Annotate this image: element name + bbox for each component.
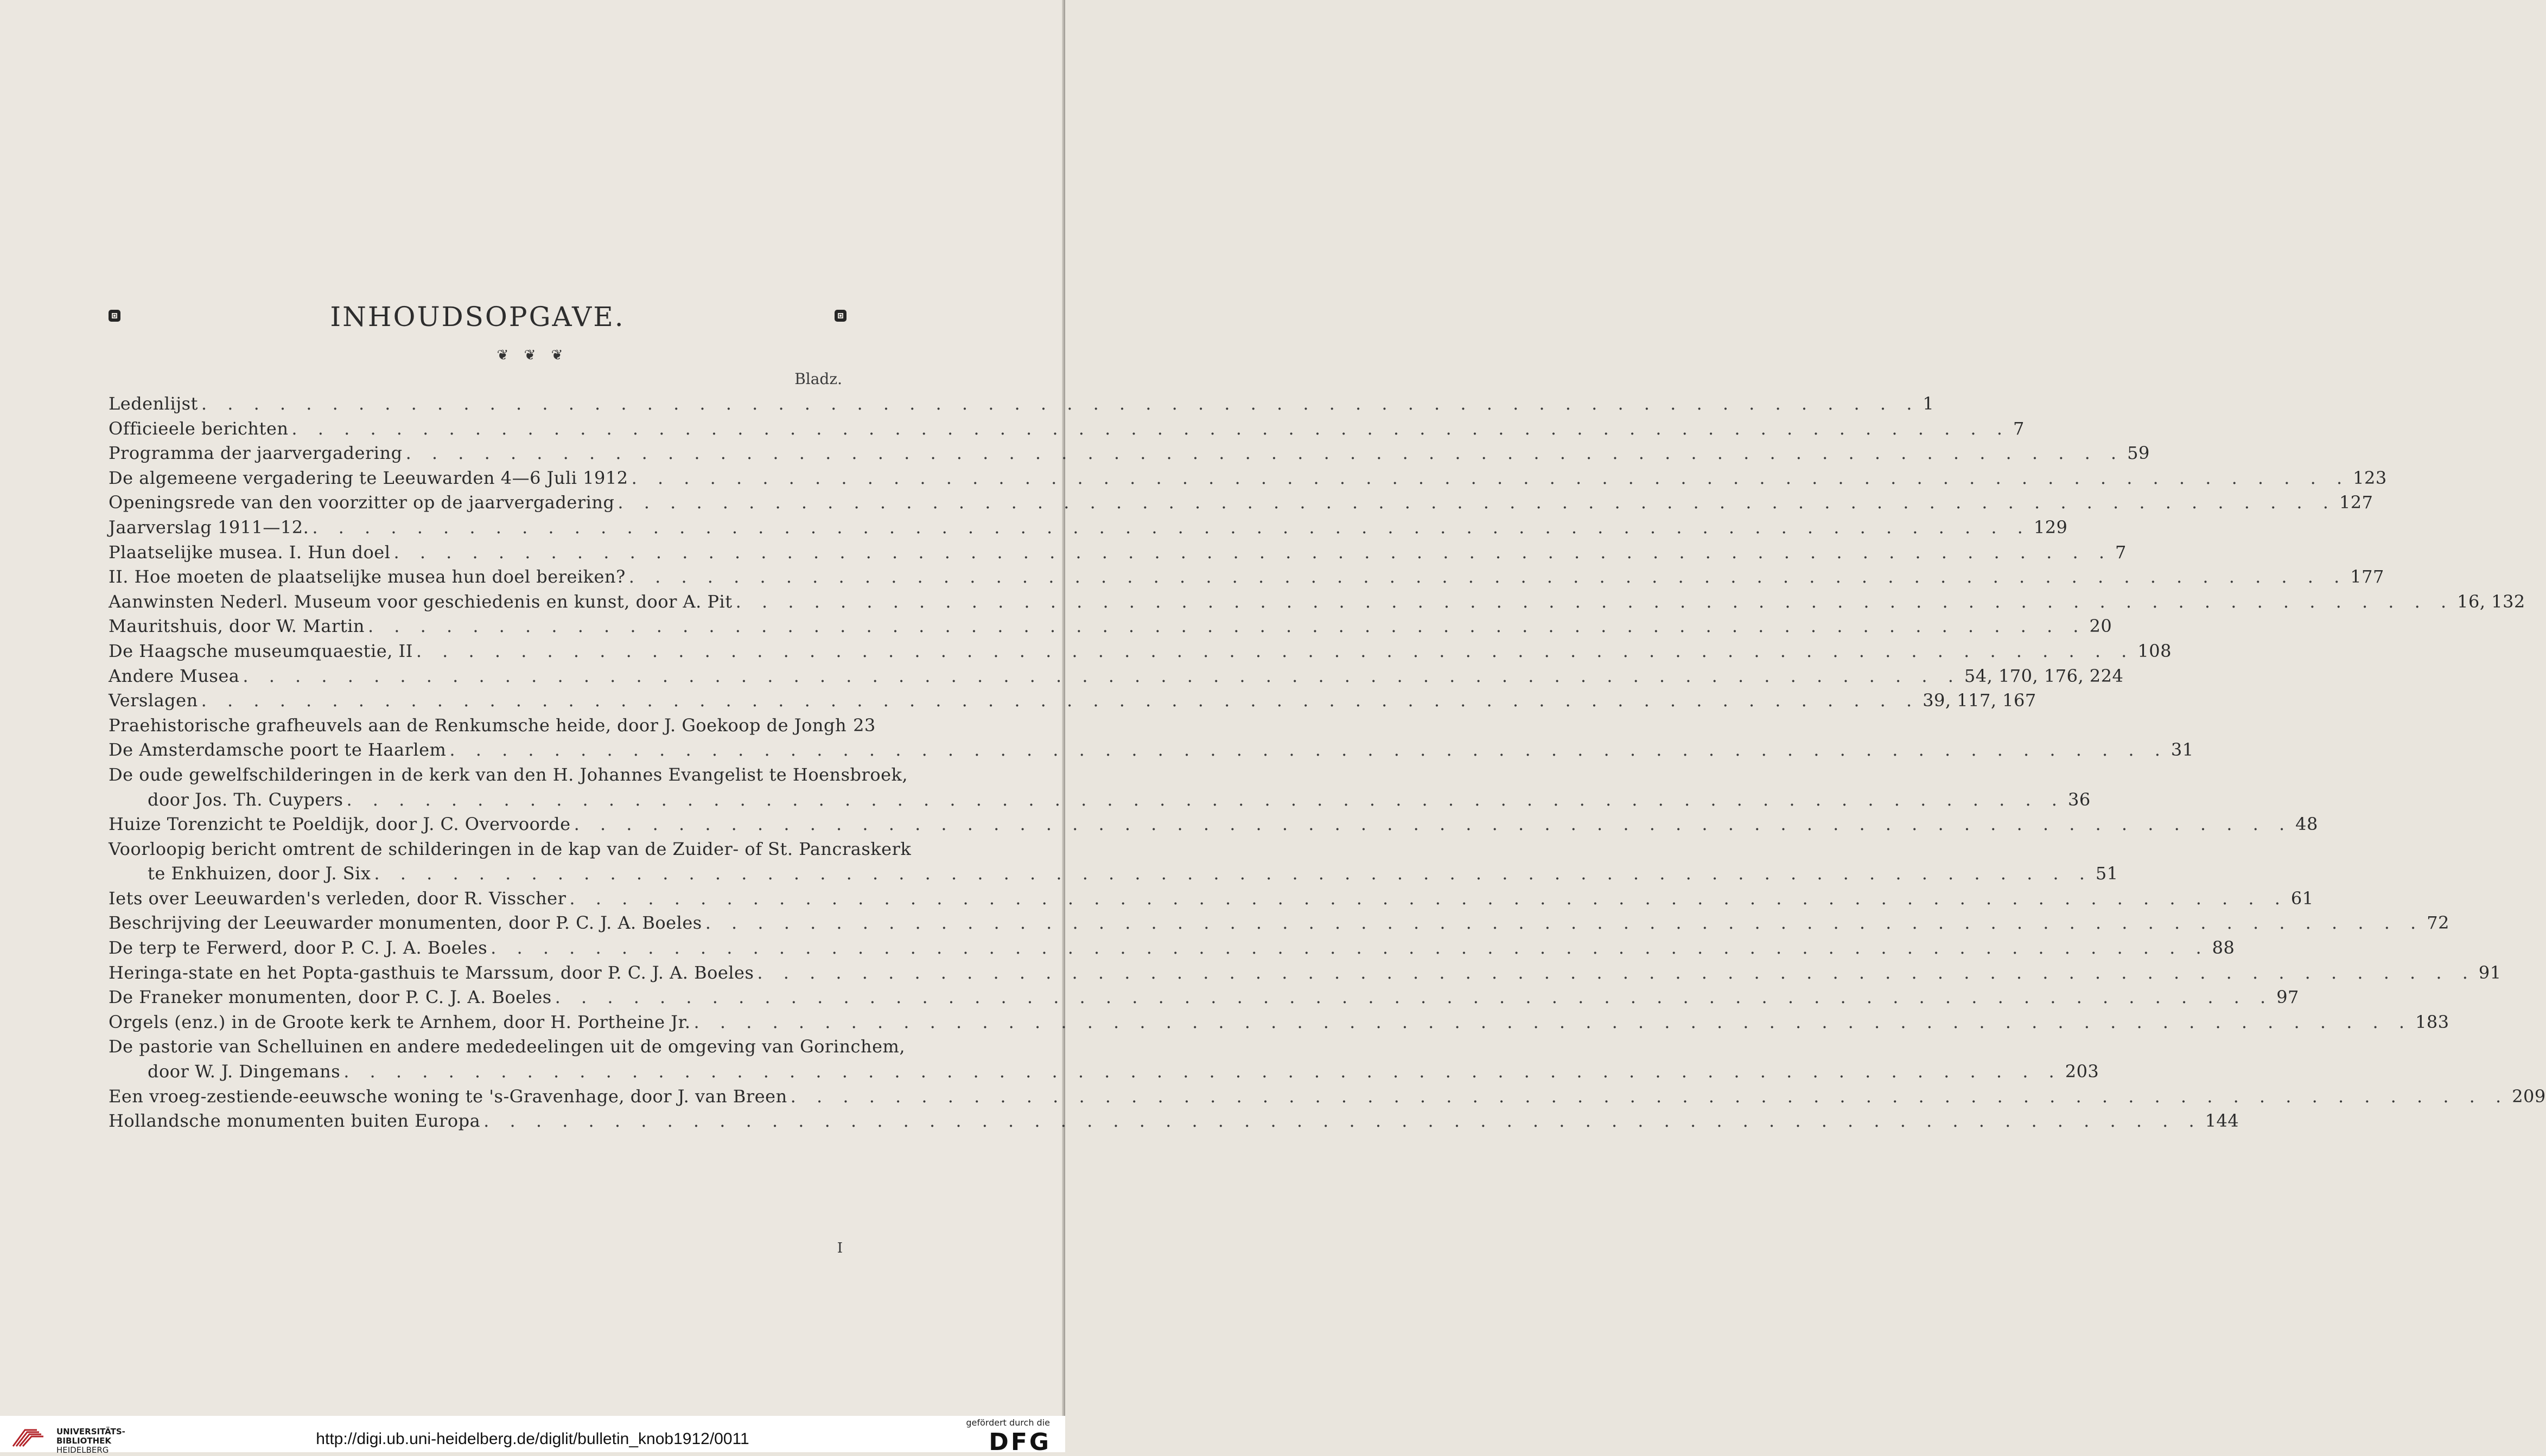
toc-entry-line xyxy=(109,565,2384,590)
title-row xyxy=(109,301,846,339)
dot-leader xyxy=(555,985,2274,1010)
toc-entry xyxy=(109,837,912,862)
dot-leader xyxy=(757,961,2475,986)
toc-entry-title: De oude gewelfschilderingen in de kerk van den H. Johannes Evangelist te Hoensbroek, xyxy=(109,764,908,785)
page-column-label: Bladz. xyxy=(794,370,842,388)
toc-entry-line xyxy=(109,763,908,788)
library-line-1: UNIVERSITÄTS- xyxy=(56,1427,125,1436)
toc-entry-title: Een vroeg-zestiende-eeuwsche woning te 's-Gravenhage, door J. van Breen xyxy=(109,1085,787,1107)
toc-entry xyxy=(109,738,2194,763)
toc-entry-line xyxy=(109,392,1934,417)
toc-entry-title: Verslagen xyxy=(109,690,198,711)
toc-entry xyxy=(109,1109,2239,1134)
toc-entry-title: Andere Musea xyxy=(109,665,240,686)
dot-leader xyxy=(569,886,2288,911)
toc-entry-page: 39, 117, 167 xyxy=(1923,690,2036,711)
toc-entry-page: 123 xyxy=(2353,467,2387,488)
toc-entry-title: door Jos. Th. Cuypers xyxy=(148,789,343,810)
toc-entry-page: 209 xyxy=(2512,1085,2546,1107)
toc-entry-line xyxy=(109,1034,906,1059)
toc-entry-title: De Amsterdamsche poort te Haarlem xyxy=(109,739,447,761)
toc-entry xyxy=(109,441,2150,466)
toc-entry-line xyxy=(109,614,2112,639)
dot-leader xyxy=(705,911,2424,936)
toc-entry-line xyxy=(109,1084,2546,1109)
dot-leader xyxy=(346,788,2065,813)
toc-entry-title: Heringa-state en het Popta-gasthuis te Marssum, door P. C. J. A. Boeles xyxy=(109,962,754,983)
toc-entry-title: Aanwinsten Nederl. Museum voor geschiedenis en kunst, door A. Pit xyxy=(109,591,733,612)
toc-entry xyxy=(109,763,908,788)
dot-leader xyxy=(629,565,2347,590)
table-of-contents xyxy=(109,392,2546,1134)
toc-entry xyxy=(109,417,2025,442)
toc-entry-page: 51 xyxy=(2095,863,2118,884)
toc-entry xyxy=(109,590,2525,615)
dot-leader xyxy=(574,812,2293,837)
toc-entry-title: De algemeene vergadering te Leeuwarden 4—6 Juli 1912 xyxy=(109,467,628,488)
toc-entry xyxy=(109,688,2036,713)
dot-leader xyxy=(736,590,2454,615)
dot-leader xyxy=(694,1010,2413,1035)
toc-entry-title: De Franeker monumenten, door P. C. J. A. Boeles xyxy=(109,987,552,1008)
toc-entry xyxy=(109,515,2068,540)
toc-entry-title: door W. J. Dingemans xyxy=(148,1061,341,1082)
toc-entry-title: Huize Torenzicht te Poeldijk, door J. C. Overvoorde xyxy=(109,814,571,835)
toc-entry-title: II. Hoe moeten de plaatselijke musea hun doel bereiken? xyxy=(109,566,626,587)
toc-entry xyxy=(109,1010,2449,1035)
toc-entry-title: Programma der jaarvergadering xyxy=(109,443,403,464)
toc-entry xyxy=(109,639,2172,664)
toc-entry-line xyxy=(109,441,2150,466)
toc-entry-line xyxy=(109,961,2502,986)
toc-entry-page: 23 xyxy=(853,714,876,736)
toc-entry xyxy=(109,490,2373,515)
dot-leader xyxy=(343,1059,2062,1084)
toc-entry-page: 36 xyxy=(2067,789,2091,810)
toc-entry-page: 108 xyxy=(2137,640,2172,661)
toc-entry xyxy=(109,1059,2099,1084)
toc-entry-line xyxy=(109,837,912,862)
toc-entry-page: 91 xyxy=(2478,962,2502,983)
toc-entry-line xyxy=(109,540,2127,565)
toc-entry xyxy=(109,886,2314,911)
toc-entry xyxy=(109,614,2112,639)
toc-entry-page: 88 xyxy=(2212,937,2235,959)
toc-entry-title: De Haagsche museumquaestie, II xyxy=(109,640,413,661)
toc-entry-page: 177 xyxy=(2350,566,2384,587)
toc-entry-line xyxy=(109,985,2299,1010)
toc-entry-page: 183 xyxy=(2415,1011,2449,1032)
toc-entry-line xyxy=(109,812,2318,837)
toc-entry-title: Orgels (enz.) in de Groote kerk te Arnhem, door H. Portheine Jr. xyxy=(109,1011,691,1032)
dot-leader xyxy=(312,515,2031,540)
toc-entry-title: Plaatselijke musea. I. Hun doel xyxy=(109,541,391,563)
toc-entry xyxy=(109,1034,906,1059)
toc-entry-line xyxy=(109,466,2387,491)
dot-leader xyxy=(449,738,2168,763)
toc-entry-title: te Enkhuizen, door J. Six xyxy=(148,863,371,884)
dfg-logo: DFG xyxy=(989,1428,1051,1456)
toc-entry-page: 16, 132 xyxy=(2457,591,2525,612)
toc-entry-page: 72 xyxy=(2427,912,2449,934)
toc-entry-title: Voorloopig bericht omtrent de schilderingen in de kap van de Zuider- of St. Pancraskerk xyxy=(109,838,912,859)
toc-entry-line xyxy=(109,788,2091,813)
toc-entry-title: Beschrijving der Leeuwarder monumenten, door P. C. J. A. Boeles xyxy=(109,912,702,934)
source-url-link[interactable]: http://digi.ub.uni-heidelberg.de/diglit/bulletin_knob1912/0011 xyxy=(316,1430,749,1448)
toc-entry-page: 129 xyxy=(2033,516,2068,538)
toc-entry-line xyxy=(109,886,2314,911)
toc-entry-line xyxy=(109,738,2194,763)
toc-entry xyxy=(109,911,2449,936)
toc-entry-title: Mauritshuis, door W. Martin xyxy=(109,616,365,637)
dot-leader xyxy=(416,639,2135,664)
toc-entry-line xyxy=(109,1109,2239,1134)
toc-entry-line xyxy=(109,590,2525,615)
toc-entry xyxy=(109,664,2124,689)
toc-entry xyxy=(109,936,2235,961)
toc-entry-title: Praehistorische grafheuvels aan de Renkumsche heide, door J. Goekoop de Jongh xyxy=(109,714,847,736)
library-line-2: BIBLIOTHEK xyxy=(56,1436,111,1446)
toc-entry-title: Ledenlijst xyxy=(109,393,198,414)
toc-entry-title: Officieele berichten xyxy=(109,418,289,439)
toc-entry xyxy=(109,540,2127,565)
page-number: I xyxy=(837,1240,843,1256)
dot-leader xyxy=(483,1109,2202,1134)
toc-entry-page: 48 xyxy=(2295,814,2318,835)
toc-entry-page: 97 xyxy=(2276,987,2299,1008)
toc-entry-page: 7 xyxy=(2013,418,2025,439)
toc-entry-page: 127 xyxy=(2339,492,2373,513)
dot-leader xyxy=(368,614,2086,639)
page-title: INHOUDSOPGAVE. xyxy=(330,301,625,333)
fleuron-ornament: ❦ ❦ ❦ xyxy=(497,347,569,363)
toc-entry-page: 1 xyxy=(1923,393,1934,414)
dot-leader xyxy=(201,688,1920,713)
toc-entry xyxy=(109,788,2091,813)
toc-entry-line xyxy=(109,936,2235,961)
toc-entry-page: 7 xyxy=(2115,541,2127,563)
toc-entry-page: 20 xyxy=(2089,616,2112,637)
toc-entry-line xyxy=(109,664,2124,689)
toc-entry xyxy=(109,713,876,738)
toc-entry-line xyxy=(109,911,2449,936)
dot-leader xyxy=(791,1084,2509,1109)
toc-entry-line xyxy=(109,417,2025,442)
toc-entry xyxy=(109,961,2502,986)
toc-entry xyxy=(109,466,2387,491)
toc-entry-page: 31 xyxy=(2171,739,2194,761)
square-ornament-icon xyxy=(835,310,846,322)
toc-entry-line xyxy=(109,1059,2099,1084)
toc-entry-page: 54, 170, 176, 224 xyxy=(1964,665,2124,686)
dot-leader xyxy=(201,392,1920,417)
toc-entry-line xyxy=(109,515,2068,540)
dot-leader xyxy=(393,540,2112,565)
toc-entry-page: 59 xyxy=(2127,443,2150,464)
toc-entry-line xyxy=(109,490,2373,515)
toc-entry-title: De pastorie van Schelluinen en andere mededeelingen uit de omgeving van Gorinchem, xyxy=(109,1036,906,1057)
toc-entry xyxy=(109,812,2318,837)
toc-entry xyxy=(109,985,2299,1010)
toc-entry xyxy=(109,565,2384,590)
library-line-3: HEIDELBERG xyxy=(56,1445,109,1455)
toc-entry-page: 144 xyxy=(2205,1110,2239,1132)
toc-entry-line xyxy=(109,688,2036,713)
toc-entry xyxy=(109,392,1934,417)
toc-entry-title: Jaarverslag 1911—12. xyxy=(109,516,309,538)
toc-entry xyxy=(109,861,2118,886)
dot-leader xyxy=(618,490,2336,515)
toc-entry-title: Openingsrede van den voorzitter op de jaarvergadering xyxy=(109,492,615,513)
toc-entry-line xyxy=(109,639,2172,664)
toc-entry-page: 203 xyxy=(2065,1061,2099,1082)
dot-leader xyxy=(291,417,2010,442)
toc-entry-page: 61 xyxy=(2290,887,2314,909)
dot-leader xyxy=(243,664,1961,689)
toc-entry-line xyxy=(109,1010,2449,1035)
toc-entry xyxy=(109,1084,2546,1109)
toc-entry-title: Iets over Leeuwarden's verleden, door R. Visscher xyxy=(109,887,567,909)
dot-leader xyxy=(632,466,2350,491)
dot-leader xyxy=(491,936,2209,961)
toc-entry-title: De terp te Ferwerd, door P. C. J. A. Boeles xyxy=(109,937,488,959)
dot-leader xyxy=(406,441,2124,466)
toc-entry-title: Hollandsche monumenten buiten Europa xyxy=(109,1110,481,1132)
dot-leader xyxy=(374,861,2092,886)
toc-entry-line xyxy=(109,713,876,738)
funding-label: gefördert durch die xyxy=(966,1417,1050,1428)
toc-entry-line xyxy=(109,861,2118,886)
